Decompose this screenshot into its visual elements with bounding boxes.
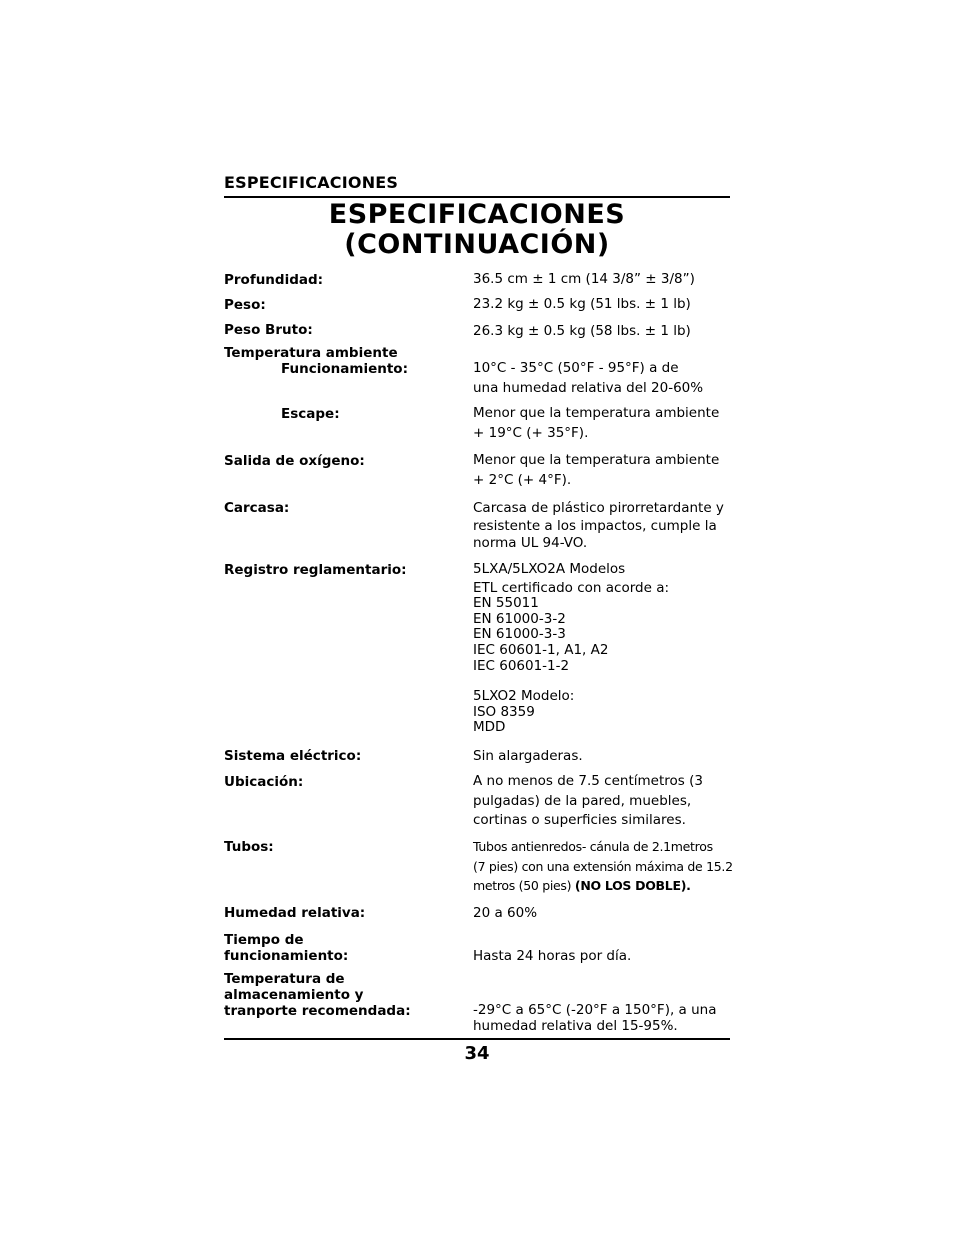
spec-value-registro <box>473 562 669 674</box>
spec-label-tubos: Tubos: <box>224 839 274 855</box>
spec-value-carcasa <box>473 500 724 553</box>
spec-value-funcionamiento <box>473 359 703 398</box>
spec-value-ubicacion <box>473 772 703 831</box>
title-line-1: ESPECIFICACIONES <box>328 199 626 230</box>
top-rule <box>224 196 730 198</box>
spec-value-tiempo: Hasta 24 horas por día. <box>473 948 632 964</box>
spec-value-almacenamiento <box>473 1002 717 1034</box>
text-line: Menor que la temperatura ambiente <box>473 405 720 421</box>
text-line: resistente a los impactos, cumple la <box>473 517 717 534</box>
text-line: norma UL 94-VO. <box>473 535 588 551</box>
text-line: pulgadas) de la pared, muebles, <box>473 792 692 809</box>
text-line: Tiempo de <box>224 932 304 948</box>
section-header: ESPECIFICACIONES <box>224 173 399 192</box>
text-line: cortinas o superficies similares. <box>473 812 686 828</box>
text-line: 10°C - 35°C (50°F - 95°F) a de <box>473 360 679 376</box>
spec-value-profundidad: 36.5 cm ± 1 cm (14 3/8” ± 3/8”) <box>473 271 695 287</box>
spec-label-profundidad: Profundidad: <box>224 272 324 288</box>
spec-value-escape <box>473 404 719 443</box>
text-line: funcionamiento: <box>224 948 349 964</box>
spec-label-tiempo <box>224 932 348 964</box>
text-line: IEC 60601-1-2 <box>473 657 570 674</box>
text-line: 5LXO2 Modelo: <box>473 688 575 704</box>
page-number: 34 <box>464 1043 490 1064</box>
text-line: -29°C a 65°C (-20°F a 150°F), a una <box>473 1002 717 1018</box>
spec-label-peso-bruto: Peso Bruto: <box>224 322 313 338</box>
text-line: + 2°C (+ 4°F). <box>473 471 572 488</box>
text-line: Carcasa de plástico pirorretardante y <box>473 500 724 516</box>
text-line: Menor que la temperatura ambiente <box>473 452 720 468</box>
spec-label-registro: Registro reglamentario: <box>224 562 407 578</box>
text-line: Temperatura de <box>224 971 345 987</box>
text-line: EN 61000-3-3 <box>473 626 566 643</box>
text-line: una humedad relativa del 20-60% <box>473 379 704 396</box>
text-line: ETL certificado con acorde a: <box>473 579 670 596</box>
spec-label-funcionamiento: Funcionamiento: <box>281 361 408 377</box>
spec-label-salida: Salida de oxígeno: <box>224 453 365 469</box>
spec-value-registro-2 <box>473 689 574 736</box>
text-line: ISO 8359 <box>473 703 535 720</box>
spec-label-temperatura: Temperatura ambiente <box>224 345 398 361</box>
spec-value-salida <box>473 451 719 490</box>
spec-value-peso-bruto: 26.3 kg ± 0.5 kg (58 lbs. ± 1 lb) <box>473 323 691 339</box>
text-line: Tubos antienredos- cánula de 2.1metros <box>473 839 713 854</box>
spec-value-humedad: 20 a 60% <box>473 905 538 921</box>
spec-label-escape: Escape: <box>281 406 340 422</box>
text-line: IEC 60601-1, A1, A2 <box>473 641 609 658</box>
text-line: almacenamiento y <box>224 987 364 1003</box>
spec-value-sistema: Sin alargaderas. <box>473 748 583 764</box>
text-line: + 19°C (+ 35°F). <box>473 424 589 441</box>
spec-label-almacenamiento <box>224 971 411 1019</box>
text-line: tranporte recomendada: <box>224 1003 411 1019</box>
text-line: EN 61000-3-2 <box>473 610 566 627</box>
tubos-warning: (NO LOS DOBLE). <box>574 878 691 893</box>
bottom-rule <box>224 1038 730 1040</box>
spec-label-peso: Peso: <box>224 297 266 313</box>
spec-label-sistema: Sistema eléctrico: <box>224 748 362 764</box>
text-line: 5LXA/5LXO2A Modelos <box>473 561 626 577</box>
spec-value-peso: 23.2 kg ± 0.5 kg (51 lbs. ± 1 lb) <box>473 296 691 312</box>
text-line <box>473 876 733 896</box>
text-line: MDD <box>473 719 506 736</box>
spec-value-tubos <box>473 837 733 896</box>
text-line: humedad relativa del 15-95%. <box>473 1018 678 1034</box>
text-line: A no menos de 7.5 centímetros (3 <box>473 773 703 789</box>
text-line: EN 55011 <box>473 595 539 612</box>
text-line: (7 pies) con una extensión máxima de 15.2 <box>473 858 733 874</box>
spec-label-ubicacion: Ubicación: <box>224 774 304 790</box>
tubos-length-text: metros (50 pies) <box>473 878 572 893</box>
spec-label-carcasa: Carcasa: <box>224 500 290 516</box>
title-line-2: (CONTINUACIÓN) <box>344 229 610 260</box>
spec-label-humedad: Humedad relativa: <box>224 905 366 921</box>
page-title <box>224 200 730 260</box>
